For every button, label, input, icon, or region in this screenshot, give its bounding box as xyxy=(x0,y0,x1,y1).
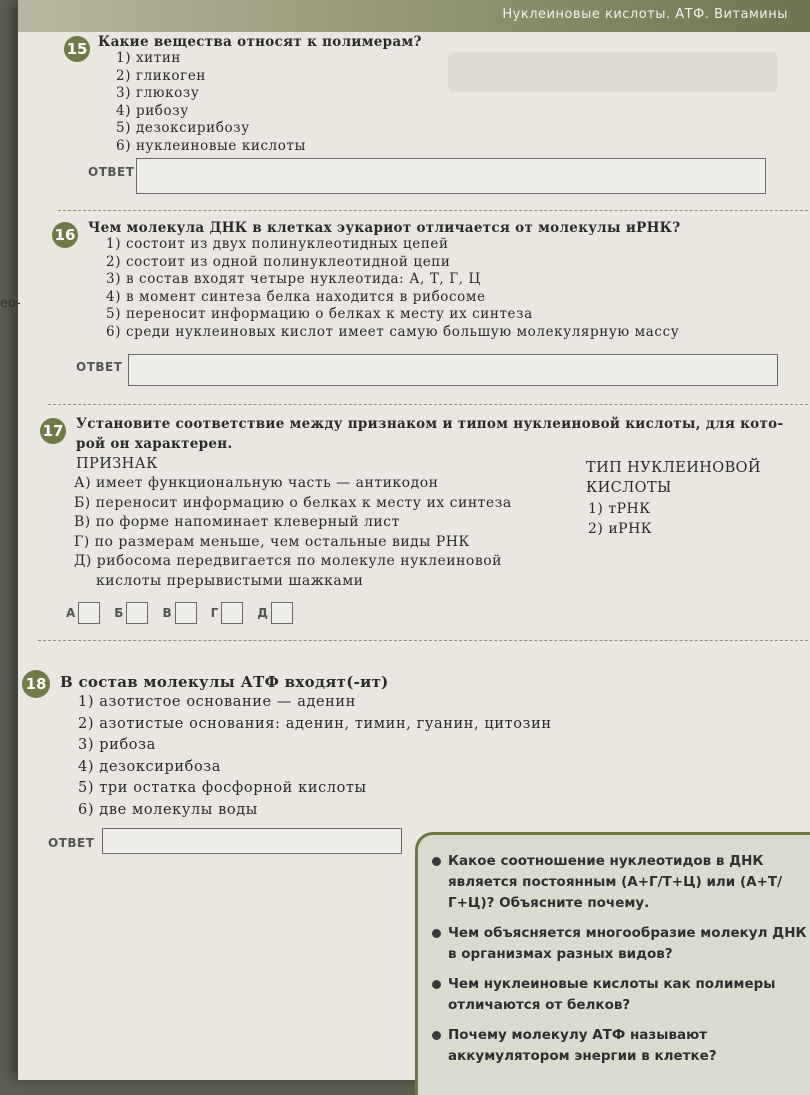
review-question-text: Чем объясняется многообразие молекул ДНК в организмах разных видов? xyxy=(448,925,807,962)
option: 4) дезоксирибоза xyxy=(78,758,222,775)
cell-letter: Г xyxy=(210,606,219,620)
task-17-question-line1: Установите соответствие между признаком и типом нуклеиновой кислоты, для кото- xyxy=(76,416,784,432)
bullet-icon xyxy=(432,929,441,938)
review-question xyxy=(448,923,808,965)
cell-box[interactable] xyxy=(271,602,293,624)
task-17-question-line2: рой он характерен. xyxy=(76,436,233,452)
type-item: 1) тРНК xyxy=(588,501,651,517)
task-17-type-header-line1: ТИП НУКЛЕИНОВОЙ xyxy=(586,460,761,476)
task-17-features xyxy=(74,474,512,591)
review-question xyxy=(448,851,808,914)
feature-item: В) по форме напоминает клеверный лист xyxy=(74,514,400,530)
review-question-text: Почему молекулу АТФ называют аккумулятором энергии в клетке? xyxy=(448,1027,717,1064)
cell-box[interactable] xyxy=(78,602,100,624)
task-17-type-header-line2: КИСЛОТЫ xyxy=(586,480,672,496)
header-title: Нуклеиновые кислоты. АТФ. Витамины xyxy=(502,7,788,22)
bullet-icon xyxy=(432,980,441,989)
task-18-question: В состав молекулы АТФ входят(-ит) xyxy=(60,673,389,691)
option: 5) три остатка фосфорной кислоты xyxy=(78,780,367,796)
page-header xyxy=(18,0,810,32)
option: 3) в состав входят четыре нуклеотида: А, Т, Г, Ц xyxy=(106,271,481,287)
answer-cell-d[interactable] xyxy=(257,602,293,624)
review-questions xyxy=(448,851,808,1076)
task-16-answer-label: ОТВЕТ xyxy=(76,360,123,374)
option: 2) азотистые основания: аденин, тимин, гуанин, цитозин xyxy=(78,715,552,732)
task-17-feature-header: ПРИЗНАК xyxy=(76,456,158,472)
divider xyxy=(58,210,810,211)
option: 1) состоит из двух полинуклеотидных цепей xyxy=(106,236,449,252)
option: 1) азотистое основание — аденин xyxy=(78,694,356,710)
divider xyxy=(48,404,810,405)
task-15-number: 15 xyxy=(64,36,90,62)
task-17-types xyxy=(588,500,652,539)
bullet-icon xyxy=(432,857,441,866)
review-question xyxy=(448,1025,808,1067)
task-18-answer-label: ОТВЕТ xyxy=(48,836,95,850)
bleed-through-shadow xyxy=(448,52,778,92)
cell-letter: А xyxy=(66,606,76,620)
type-item: 2) иРНК xyxy=(588,520,653,537)
review-question-text: Какое соотношение нуклеотидов в ДНК является постоянным (А+Г/Т+Ц) или (А+Т/Г+Ц)? Объясните почему. xyxy=(448,853,783,911)
answer-cell-b[interactable] xyxy=(114,602,148,624)
bullet-icon xyxy=(432,1031,441,1040)
cell-box[interactable] xyxy=(126,602,148,624)
cell-box[interactable] xyxy=(175,602,197,624)
feature-item: А) имеет функциональную часть — антикодон xyxy=(74,475,439,491)
answer-cell-v[interactable] xyxy=(162,602,196,624)
option: 4) рибозу xyxy=(116,102,189,119)
review-question xyxy=(448,974,808,1016)
task-15-question: Какие вещества относят к полимерам? xyxy=(98,34,422,50)
opposite-page-fragment: ео- xyxy=(0,296,21,311)
feature-item: Б) переносит информацию о белках к месту их синтеза xyxy=(74,494,512,511)
option: 2) состоит из одной полинуклеотидной цепи xyxy=(106,253,451,270)
task-16-options xyxy=(106,236,679,341)
option: 5) переносит информацию о белках к месту их синтеза xyxy=(106,306,533,322)
cell-letter: В xyxy=(162,606,172,620)
review-questions-box xyxy=(415,832,810,1095)
answer-cell-a[interactable] xyxy=(66,602,100,624)
option: 1) хитин xyxy=(116,50,182,66)
cell-box[interactable] xyxy=(221,602,243,624)
task-17-answer-cells xyxy=(66,602,293,624)
option: 3) рибоза xyxy=(78,737,156,753)
option: 6) среди нуклеиновых кислот имеет самую большую молекулярную массу xyxy=(106,323,680,340)
option: 6) две молекулы воды xyxy=(78,801,258,818)
task-18-answer-field[interactable] xyxy=(102,828,402,854)
task-18-options xyxy=(78,692,552,821)
feature-item: кислоты прерывистыми шажками xyxy=(96,572,364,589)
feature-item: Д) рибосома передвигается по молекуле нуклеиновой xyxy=(74,553,502,569)
task-16-answer-field[interactable] xyxy=(128,354,778,386)
option: 4) в момент синтеза белка находится в рибосоме xyxy=(106,288,486,305)
review-question-text: Чем нуклеиновые кислоты как полимеры отличаются от белков? xyxy=(448,976,776,1013)
task-15-answer-label: ОТВЕТ xyxy=(88,165,135,179)
task-15-options xyxy=(116,50,306,155)
cell-letter: Д xyxy=(257,606,268,620)
cell-letter: Б xyxy=(114,606,124,620)
option: 3) глюкозу xyxy=(116,85,200,101)
option: 6) нуклеиновые кислоты xyxy=(116,137,306,154)
option: 5) дезоксирибозу xyxy=(116,120,250,136)
task-17-number: 17 xyxy=(40,418,66,444)
task-18-number: 18 xyxy=(22,670,50,698)
answer-cell-g[interactable] xyxy=(211,602,244,624)
divider xyxy=(38,640,810,641)
task-16-number: 16 xyxy=(52,222,78,248)
option: 2) гликоген xyxy=(116,67,207,84)
task-16-question: Чем молекула ДНК в клетках эукариот отличается от молекулы иРНК? xyxy=(88,220,681,236)
task-15-answer-field[interactable] xyxy=(136,158,766,194)
feature-item: Г) по размерам меньше, чем остальные виды РНК xyxy=(74,533,470,550)
